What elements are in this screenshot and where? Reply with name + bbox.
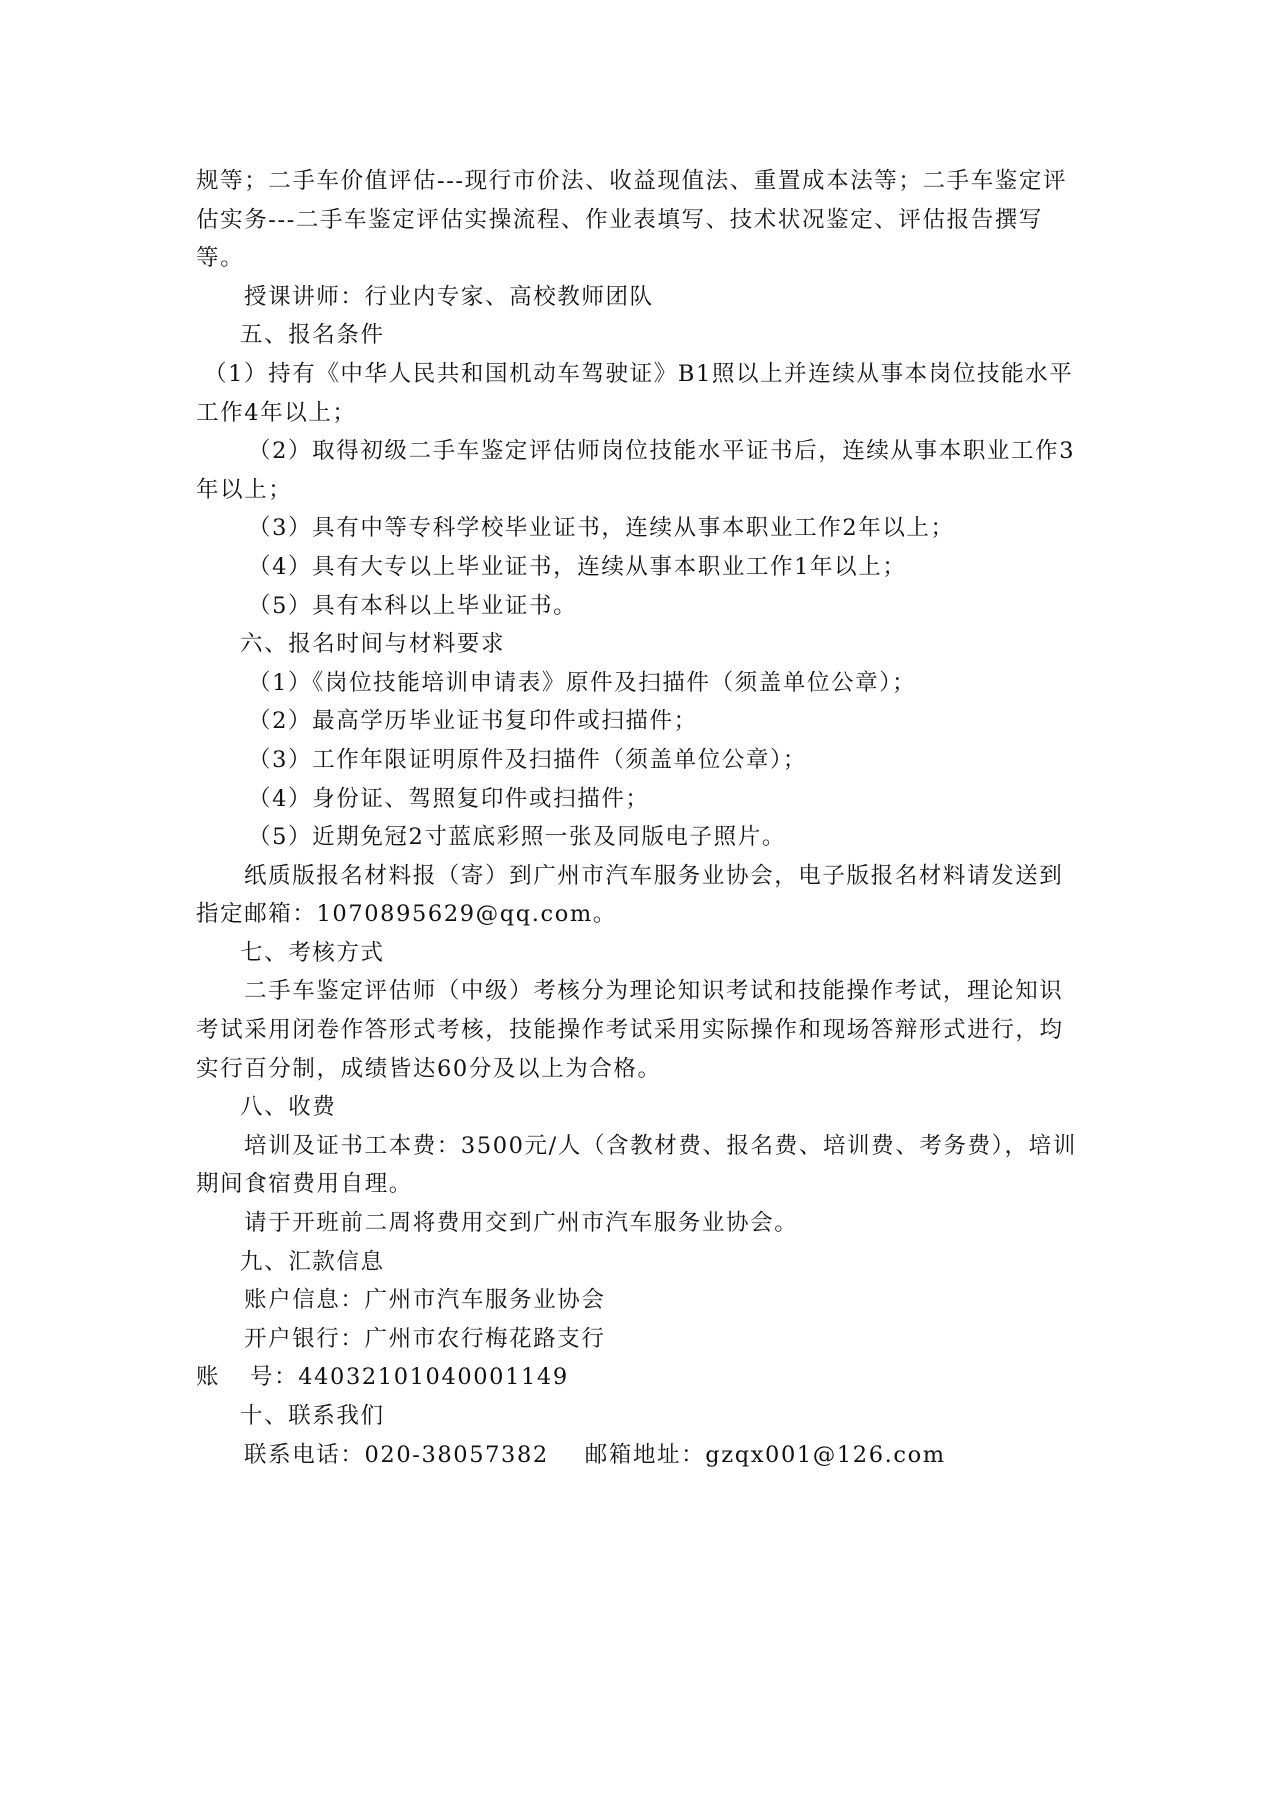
material-item: （2）最高学历毕业证书复印件或扫描件； [248, 708, 698, 735]
paragraph-exam: 二手车鉴定评估师（中级）考核分为理论知识考试和技能操作考试，理论知识考试采用闭卷作答形式考核，技能操作考试采用实际操作和现场答辩形式进行，均实行百分制，成绩皆达60分及以上为合格。 [196, 978, 1064, 1082]
account-info: 账户信息：广州市汽车服务业协会 [244, 1287, 606, 1314]
bank-info: 开户银行：广州市农行梅花路支行 [244, 1325, 606, 1352]
material-item: （4）身份证、驾照复印件或扫描件； [248, 785, 650, 812]
contact-email: 邮箱地址：gzqx001@126.com [584, 1441, 946, 1468]
section-heading-7: 七、考核方式 [240, 939, 385, 966]
condition-item: （1）持有《中华人民共和国机动车驾驶证》B1照以上并连续从事本岗位技能水平工作4年以上； [196, 360, 1074, 426]
material-item: （3）工作年限证明原件及扫描件（须盖单位公章）； [248, 746, 807, 773]
condition-item: （2）取得初级二手车鉴定评估师岗位技能水平证书后，连续从事本职业工作3年以上； [196, 438, 1076, 503]
section-heading-6: 六、报名时间与材料要求 [240, 631, 506, 658]
contact-phone: 联系电话：020-38057382 [244, 1441, 549, 1468]
paragraph-fee: 培训及证书工本费：3500元/人（含教材费、报名费、培训费、考务费），培训期间食宿费用自理。 [196, 1132, 1077, 1198]
material-item: （1）《岗位技能培训申请表》原件及扫描件（须盖单位公章）； [248, 669, 917, 696]
account-number: 44032101040001149 [298, 1364, 569, 1391]
paragraph-intro: 规等；二手车价值评估---现行市价法、收益现值法、重置成本法等；二手车鉴定评估实务---二手车鉴定评估实操流程、作业表填写、技术状况鉴定、评估报告撰写等。 [196, 168, 1068, 272]
account-number-line [196, 1358, 1084, 1397]
paragraph-fee-deadline: 请于开班前二周将费用交到广州市汽车服务业协会。 [244, 1210, 799, 1237]
document-body [196, 162, 1084, 1474]
account-label-part2: 号： [250, 1364, 299, 1391]
material-item: （5）近期免冠2寸蓝底彩照一张及同版电子照片。 [248, 824, 786, 851]
condition-item: （5）具有本科以上毕业证书。 [248, 592, 578, 619]
contact-line [196, 1436, 1084, 1475]
section-heading-10: 十、联系我们 [240, 1403, 385, 1429]
condition-item: （4）具有大专以上毕业证书，连续从事本职业工作1年以上； [248, 553, 907, 580]
paragraph-submit: 纸质版报名材料报（寄）到广州市汽车服务业协会，电子版报名材料请发送到指定邮箱：1070895629@qq.com。 [196, 862, 1064, 928]
section-heading-5: 五、报名条件 [240, 322, 385, 349]
section-heading-9: 九、汇款信息 [240, 1248, 385, 1275]
account-label-part1: 账 [196, 1364, 221, 1391]
section-heading-8: 八、收费 [240, 1094, 337, 1121]
condition-item: （3）具有中等专科学校毕业证书，连续从事本职业工作2年以上； [248, 515, 955, 542]
paragraph-lecturer: 授课讲师：行业内专家、高校教师团队 [244, 283, 654, 310]
